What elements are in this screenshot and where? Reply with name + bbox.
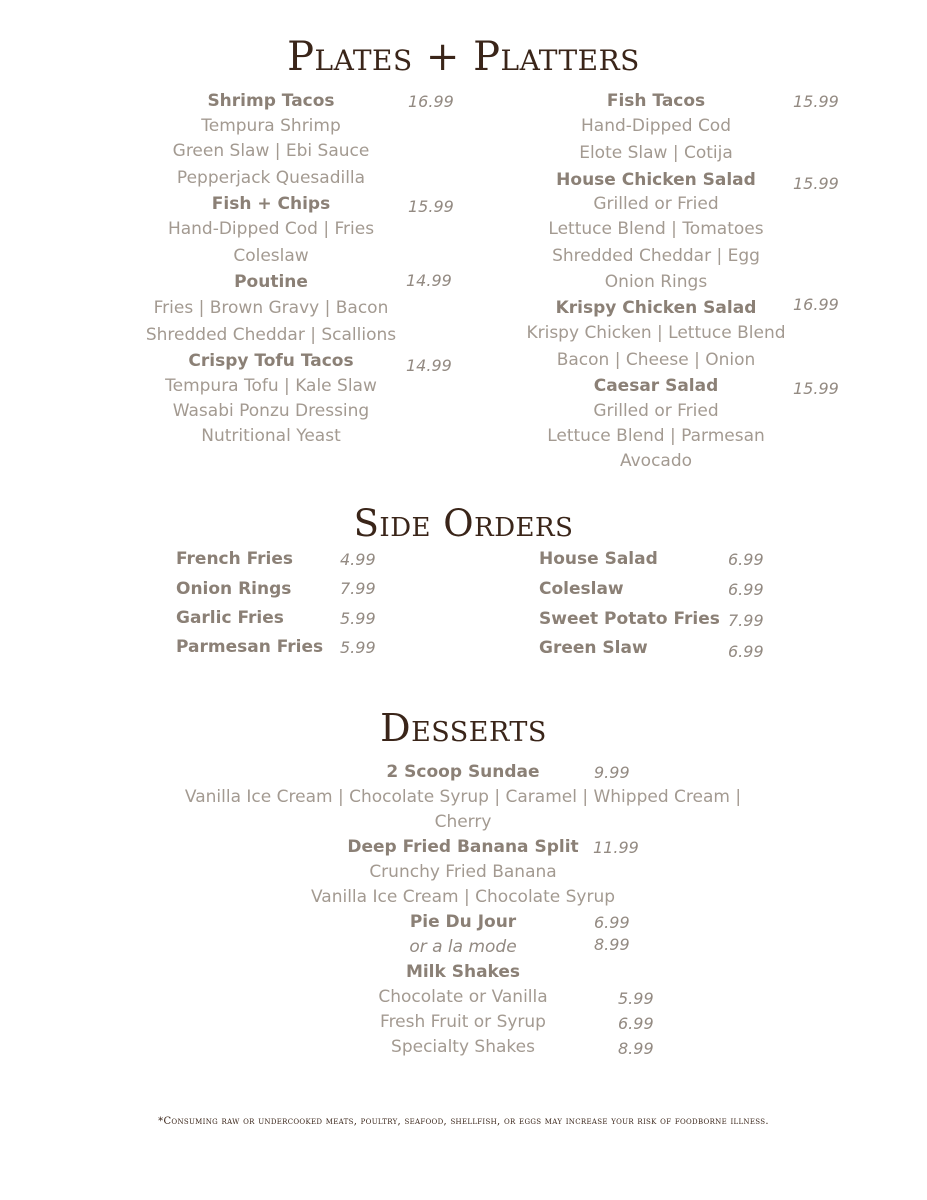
item-desc: Shredded Cheddar | Egg bbox=[552, 246, 760, 266]
side-name: House Salad bbox=[539, 549, 658, 569]
footer-disclaimer: *Consuming raw or undercooked meats, poultry, seafood, shellfish, or eggs may increase your risk of foodborne illness. bbox=[158, 1116, 769, 1127]
shake-price: 8.99 bbox=[618, 1039, 654, 1058]
shake-option: Chocolate or Vanilla bbox=[378, 987, 548, 1007]
dessert-name: Pie Du Jour bbox=[409, 912, 517, 932]
item-desc: Avocado bbox=[619, 451, 693, 471]
item-name: Fish Tacos bbox=[606, 91, 706, 111]
item-name: Shrimp Tacos bbox=[207, 91, 335, 111]
item-price: 14.99 bbox=[406, 356, 452, 375]
item-price: 15.99 bbox=[793, 174, 839, 193]
side-price: 6.99 bbox=[728, 550, 764, 569]
shake-price: 5.99 bbox=[618, 989, 654, 1008]
item-price: 14.99 bbox=[406, 271, 452, 290]
item-desc: Shredded Cheddar | Scallions bbox=[145, 325, 397, 345]
dessert-desc: Vanilla Ice Cream | Chocolate Syrup bbox=[310, 887, 616, 907]
dessert-price: 6.99 bbox=[594, 913, 630, 932]
dessert-alt-price: 8.99 bbox=[594, 935, 630, 954]
side-name: Garlic Fries bbox=[176, 608, 284, 628]
side-price: 6.99 bbox=[728, 580, 764, 599]
side-name: Sweet Potato Fries bbox=[539, 609, 720, 629]
dessert-name: Deep Fried Banana Split bbox=[347, 837, 579, 857]
item-desc: Elote Slaw | Cotija bbox=[579, 143, 733, 163]
item-name: House Chicken Salad bbox=[556, 170, 756, 190]
side-name: French Fries bbox=[176, 549, 294, 569]
item-desc: Grilled or Fried bbox=[593, 401, 719, 421]
item-name: Krispy Chicken Salad bbox=[555, 298, 757, 318]
item-price: 15.99 bbox=[408, 197, 454, 216]
item-name: Fish + Chips bbox=[211, 194, 331, 214]
side-name: Onion Rings bbox=[176, 579, 292, 599]
item-desc: Hand-Dipped Cod bbox=[580, 116, 732, 136]
item-price: 15.99 bbox=[793, 379, 839, 398]
shake-option: Specialty Shakes bbox=[391, 1037, 535, 1057]
item-name: Poutine bbox=[234, 272, 308, 292]
desserts-heading: Desserts bbox=[380, 706, 547, 750]
side-price: 6.99 bbox=[728, 642, 764, 661]
dessert-name: Milk Shakes bbox=[405, 962, 521, 982]
item-name: Caesar Salad bbox=[593, 376, 719, 396]
sides-heading: Side Orders bbox=[353, 502, 574, 545]
side-price: 5.99 bbox=[340, 609, 376, 628]
side-price: 5.99 bbox=[340, 638, 376, 657]
dessert-desc: Cherry bbox=[434, 812, 492, 832]
item-desc: Lettuce Blend | Parmesan bbox=[547, 426, 765, 446]
dessert-price: 11.99 bbox=[593, 838, 639, 857]
item-desc: Grilled or Fried bbox=[593, 194, 719, 214]
side-name: Coleslaw bbox=[539, 579, 624, 599]
item-desc: Tempura Shrimp bbox=[201, 116, 341, 136]
side-price: 4.99 bbox=[340, 550, 376, 569]
item-desc: Onion Rings bbox=[604, 272, 708, 292]
item-desc: Wasabi Ponzu Dressing bbox=[172, 401, 370, 421]
dessert-alt: or a la mode bbox=[409, 937, 517, 957]
item-desc: Pepperjack Quesadilla bbox=[176, 168, 366, 188]
item-desc: Coleslaw bbox=[233, 246, 309, 266]
dessert-name: 2 Scoop Sundae bbox=[386, 762, 540, 782]
dessert-desc: Vanilla Ice Cream | Chocolate Syrup | Caramel | Whipped Cream | bbox=[184, 787, 742, 807]
item-price: 15.99 bbox=[793, 92, 839, 111]
shake-option: Fresh Fruit or Syrup bbox=[380, 1012, 546, 1032]
dessert-desc: Crunchy Fried Banana bbox=[369, 862, 557, 882]
item-desc: Green Slaw | Ebi Sauce bbox=[172, 141, 370, 161]
side-price: 7.99 bbox=[340, 579, 376, 598]
shake-price: 6.99 bbox=[618, 1014, 654, 1033]
side-price: 7.99 bbox=[728, 611, 764, 630]
item-desc: Fries | Brown Gravy | Bacon bbox=[153, 298, 389, 318]
item-desc: Nutritional Yeast bbox=[201, 426, 341, 446]
dessert-price: 9.99 bbox=[594, 763, 630, 782]
item-name: Crispy Tofu Tacos bbox=[188, 351, 354, 371]
item-desc: Lettuce Blend | Tomatoes bbox=[548, 219, 764, 239]
side-name: Green Slaw bbox=[539, 638, 648, 658]
item-price: 16.99 bbox=[793, 295, 839, 314]
side-name: Parmesan Fries bbox=[176, 637, 324, 657]
item-desc: Hand-Dipped Cod | Fries bbox=[167, 219, 375, 239]
item-price: 16.99 bbox=[408, 92, 454, 111]
item-desc: Krispy Chicken | Lettuce Blend bbox=[526, 323, 786, 343]
item-desc: Bacon | Cheese | Onion bbox=[556, 350, 756, 370]
item-desc: Tempura Tofu | Kale Slaw bbox=[165, 376, 377, 396]
plates-heading: Plates + Platters bbox=[287, 34, 640, 80]
